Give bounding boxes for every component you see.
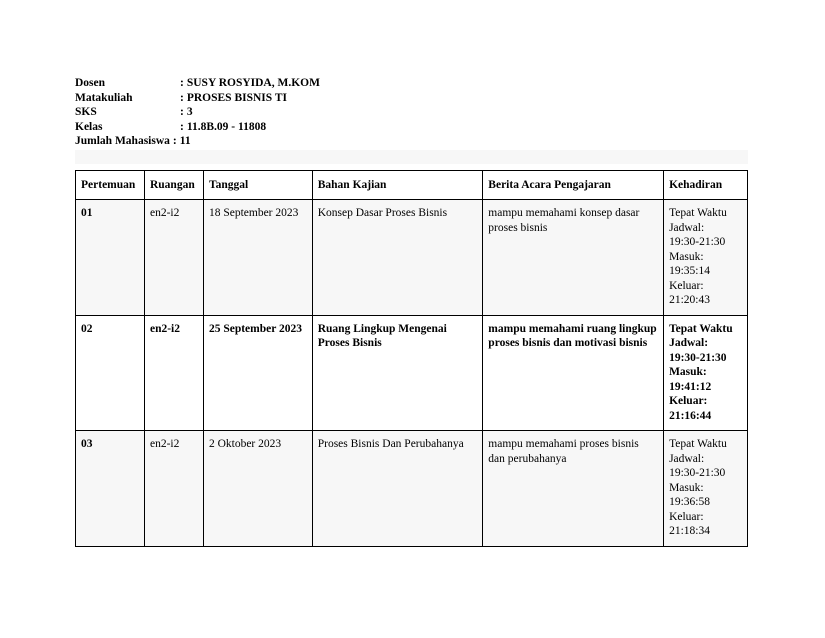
header-tanggal: Tanggal [203,171,312,200]
kehadiran-jadwal-label: Jadwal: [669,221,705,234]
kehadiran-status: Tepat Waktu [669,438,727,450]
attendance-table [75,170,748,547]
info-value-jumlah-mahasiswa: 11 [179,135,191,147]
cell-pertemuan: 03 [76,431,145,547]
info-label: Dosen [75,77,106,89]
kehadiran-masuk: 19:35:14 [669,265,710,277]
kehadiran-jadwal: 19:30-21:30 [669,351,727,364]
kehadiran-jadwal-label: Jadwal: [669,452,705,465]
info-row-matakuliah [75,91,320,106]
cell-tanggal: 25 September 2023 [203,315,312,431]
info-label: Jumlah Mahasiswa [75,135,170,147]
kehadiran-status: Tepat Waktu [669,207,727,219]
info-separator: : [180,77,184,89]
course-info [75,76,320,149]
kehadiran-jadwal: 19:30-21:30 [669,236,726,248]
cell-berita-acara: mampu memahami ruang lingkup proses bisnis dan motivasi bisnis [483,315,664,431]
header-kehadiran: Kehadiran [664,171,748,200]
cell-berita-acara: mampu memahami proses bisnis dan perubahanya [483,431,664,547]
cell-ruangan: en2-i2 [144,315,203,431]
header-bahan-kajian: Bahan Kajian [312,171,483,200]
kehadiran-keluar-label: Keluar: [669,279,704,292]
info-label: SKS [75,106,97,118]
info-separator: : [180,91,184,104]
kehadiran-jadwal: 19:30-21:30 [669,467,726,479]
info-row-kelas [75,120,320,135]
kehadiran-keluar-label: Keluar: [669,510,704,523]
info-value-sks: 3 [186,106,193,118]
cell-bahan-kajian: Ruang Lingkup Mengenai Proses Bisnis [312,315,483,431]
kehadiran-masuk: 19:36:58 [669,496,710,508]
kehadiran-masuk: 19:41:12 [669,380,712,393]
cell-pertemuan: 01 [76,200,145,316]
cell-ruangan: en2-i2 [144,431,203,547]
header-ruangan: Ruangan [144,171,203,200]
kehadiran-masuk-label: Masuk: [669,250,704,263]
cell-kehadiran [664,315,748,431]
info-value-kelas: 11.8B.09 - 11808 [186,120,267,133]
kehadiran-status: Tepat Waktu [669,322,733,335]
cell-kehadiran [664,200,748,316]
kehadiran-keluar: 21:16:44 [669,409,712,422]
cell-tanggal: 18 September 2023 [203,200,312,316]
cell-kehadiran [664,431,748,547]
cell-tanggal: 2 Oktober 2023 [203,431,312,547]
kehadiran-keluar-label: Keluar: [669,395,708,407]
info-label: Matakuliah [75,91,133,104]
info-value-dosen: SUSY ROSYIDA, M.KOM [186,77,320,89]
table-row [76,200,748,316]
info-row-sks [75,105,320,120]
table-header-row [76,171,748,200]
kehadiran-masuk-label: Masuk: [669,481,704,494]
info-band [75,150,748,164]
kehadiran-jadwal-label: Jadwal: [669,337,709,349]
info-label: Kelas [75,120,103,133]
info-row-jumlah-mahasiswa [75,134,320,149]
kehadiran-keluar: 21:18:34 [669,525,710,537]
cell-bahan-kajian: Proses Bisnis Dan Perubahanya [312,431,483,547]
cell-berita-acara: mampu memahami konsep dasar proses bisnis [483,200,664,316]
table-row [76,315,748,431]
header-pertemuan: Pertemuan [76,171,145,200]
info-separator: : [180,106,184,118]
info-value-matakuliah: PROSES BISNIS TI [186,91,287,104]
cell-ruangan: en2-i2 [144,200,203,316]
cell-bahan-kajian: Konsep Dasar Proses Bisnis [312,200,483,316]
info-row-dosen [75,76,320,91]
info-separator: : [172,135,177,147]
kehadiran-masuk-label: Masuk: [669,366,707,378]
kehadiran-keluar: 21:20:43 [669,294,710,306]
cell-pertemuan: 02 [76,315,145,431]
info-separator: : [180,120,184,133]
header-berita-acara: Berita Acara Pengajaran [483,171,664,200]
table-row [76,431,748,547]
